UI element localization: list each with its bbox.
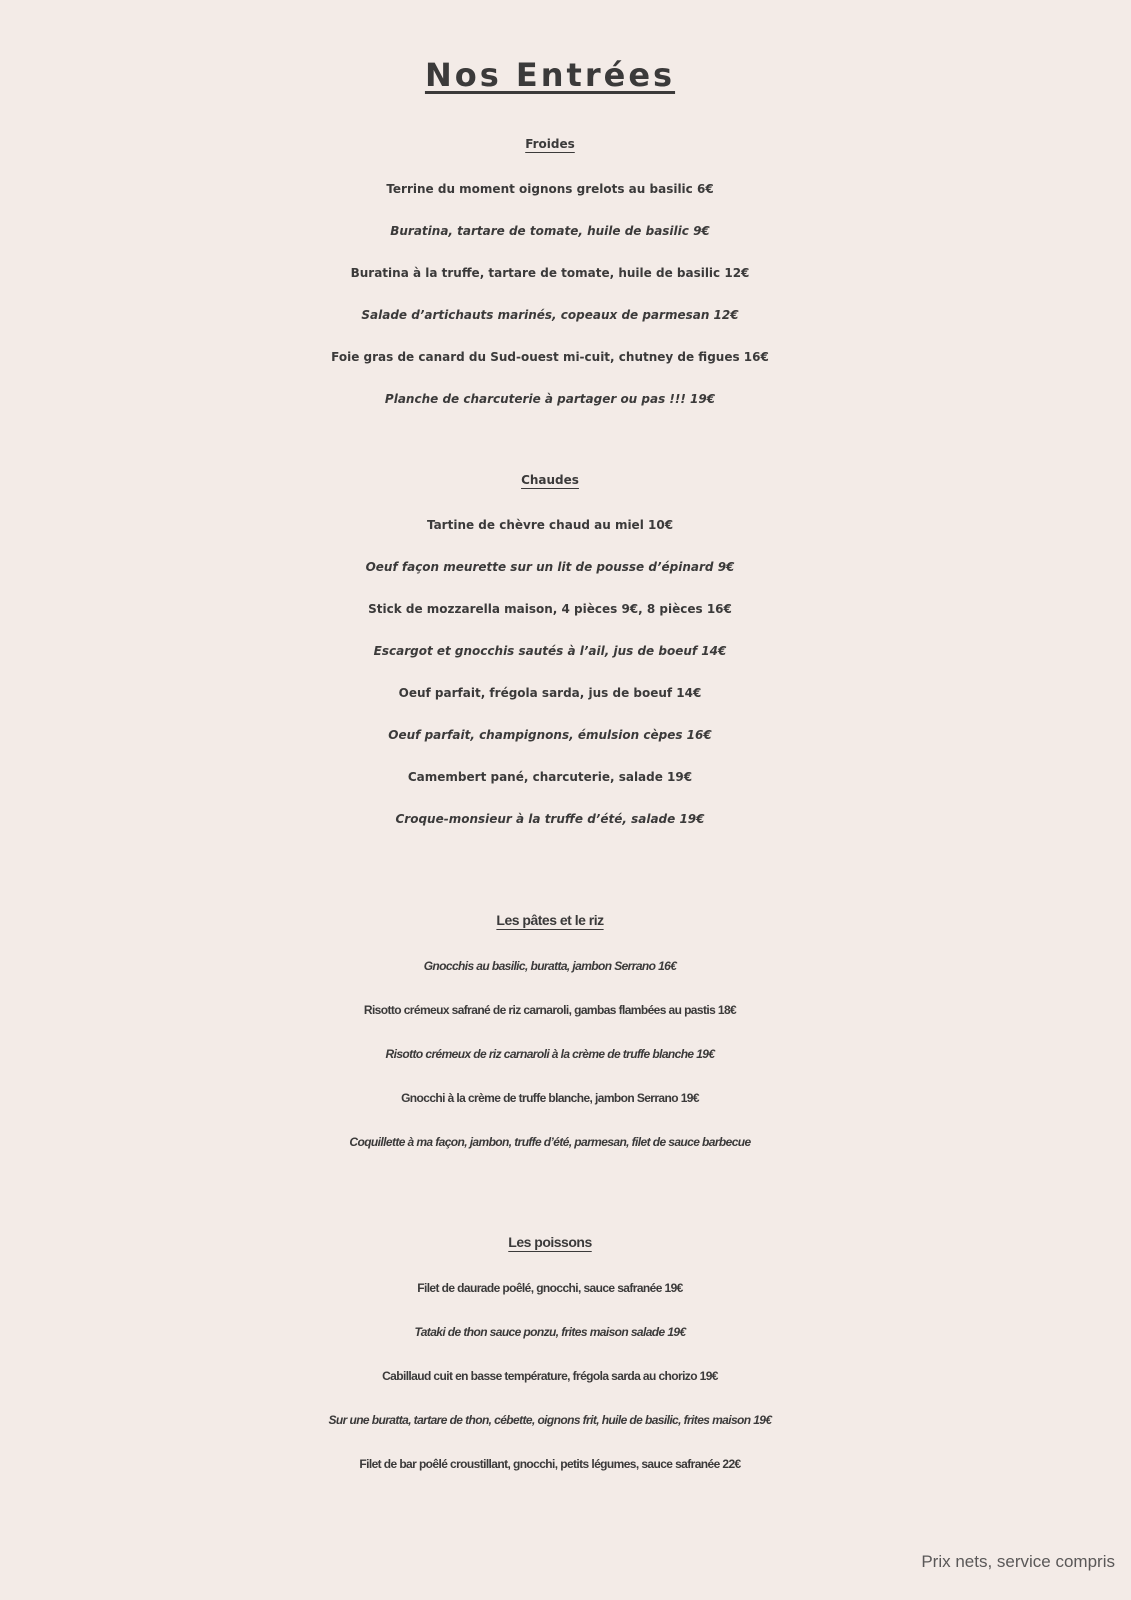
- menu-item: Planche de charcuterie à partager ou pas !!! 19€: [384, 392, 716, 406]
- section-heading: Les poissons: [508, 1234, 592, 1250]
- menu-item: Risotto crémeux de riz carnaroli à la crème de truffe blanche 19€: [385, 1047, 715, 1061]
- menu-item: Filet de bar poêlé croustillant, gnocchi, petits légumes, sauce safranée 22€: [359, 1457, 741, 1471]
- menu-item: Foie gras de canard du Sud-ouest mi-cuit, chutney de figues 16€: [331, 350, 769, 364]
- menu-item: Tataki de thon sauce ponzu, frites maison salade 19€: [414, 1325, 686, 1339]
- section-heading: Chaudes: [521, 473, 579, 487]
- page-title: Nos Entrées: [424, 56, 676, 94]
- section-heading: Froides: [525, 137, 575, 151]
- section-chaudes: [0, 460, 1100, 840]
- footer-note: Prix nets, service compris: [921, 1552, 1115, 1571]
- section-poissons: [0, 1222, 1100, 1486]
- section-pates-riz: [0, 900, 1100, 1164]
- menu-item: Risotto crémeux safrané de riz carnaroli, gambas flambées au pastis 18€: [363, 1003, 737, 1017]
- menu-item: Stick de mozzarella maison, 4 pièces 9€, 8 pièces 16€: [368, 602, 732, 616]
- menu-item: Escargot et gnocchis sautés à l’ail, jus de boeuf 14€: [373, 644, 727, 658]
- menu-item: Cabillaud cuit en basse température, frégola sarda au chorizo 19€: [382, 1369, 718, 1383]
- menu-item: Croque-monsieur à la truffe d’été, salade 19€: [395, 812, 705, 826]
- section-froides: [0, 124, 1100, 420]
- menu-item: Coquillette à ma façon, jambon, truffe d’été, parmesan, filet de sauce barbecue: [349, 1135, 751, 1149]
- menu-item: Salade d’artichauts marinés, copeaux de parmesan 12€: [361, 308, 739, 322]
- menu-item: Gnocchis au basilic, buratta, jambon Serrano 16€: [423, 959, 677, 973]
- menu-item: Buratina, tartare de tomate, huile de basilic 9€: [390, 224, 710, 238]
- menu-item: Filet de daurade poêlé, gnocchi, sauce safranée 19€: [417, 1281, 683, 1295]
- menu-item: Sur une buratta, tartare de thon, cébette, oignons frit, huile de basilic, frites maison 19€: [328, 1413, 772, 1427]
- menu-item: Camembert pané, charcuterie, salade 19€: [407, 770, 693, 784]
- menu-item: Tartine de chèvre chaud au miel 10€: [426, 518, 674, 532]
- menu-item: Oeuf parfait, champignons, émulsion cèpes 16€: [388, 728, 712, 742]
- menu-item: Buratina à la truffe, tartare de tomate, huile de basilic 12€: [350, 266, 750, 280]
- menu-item: Gnocchi à la crème de truffe blanche, jambon Serrano 19€: [401, 1091, 699, 1105]
- section-heading: Les pâtes et le riz: [496, 912, 604, 928]
- menu-item: Terrine du moment oignons grelots au basilic 6€: [386, 182, 714, 196]
- menu-item: Oeuf façon meurette sur un lit de pousse d’épinard 9€: [365, 560, 735, 574]
- menu-item: Oeuf parfait, frégola sarda, jus de boeuf 14€: [398, 686, 702, 700]
